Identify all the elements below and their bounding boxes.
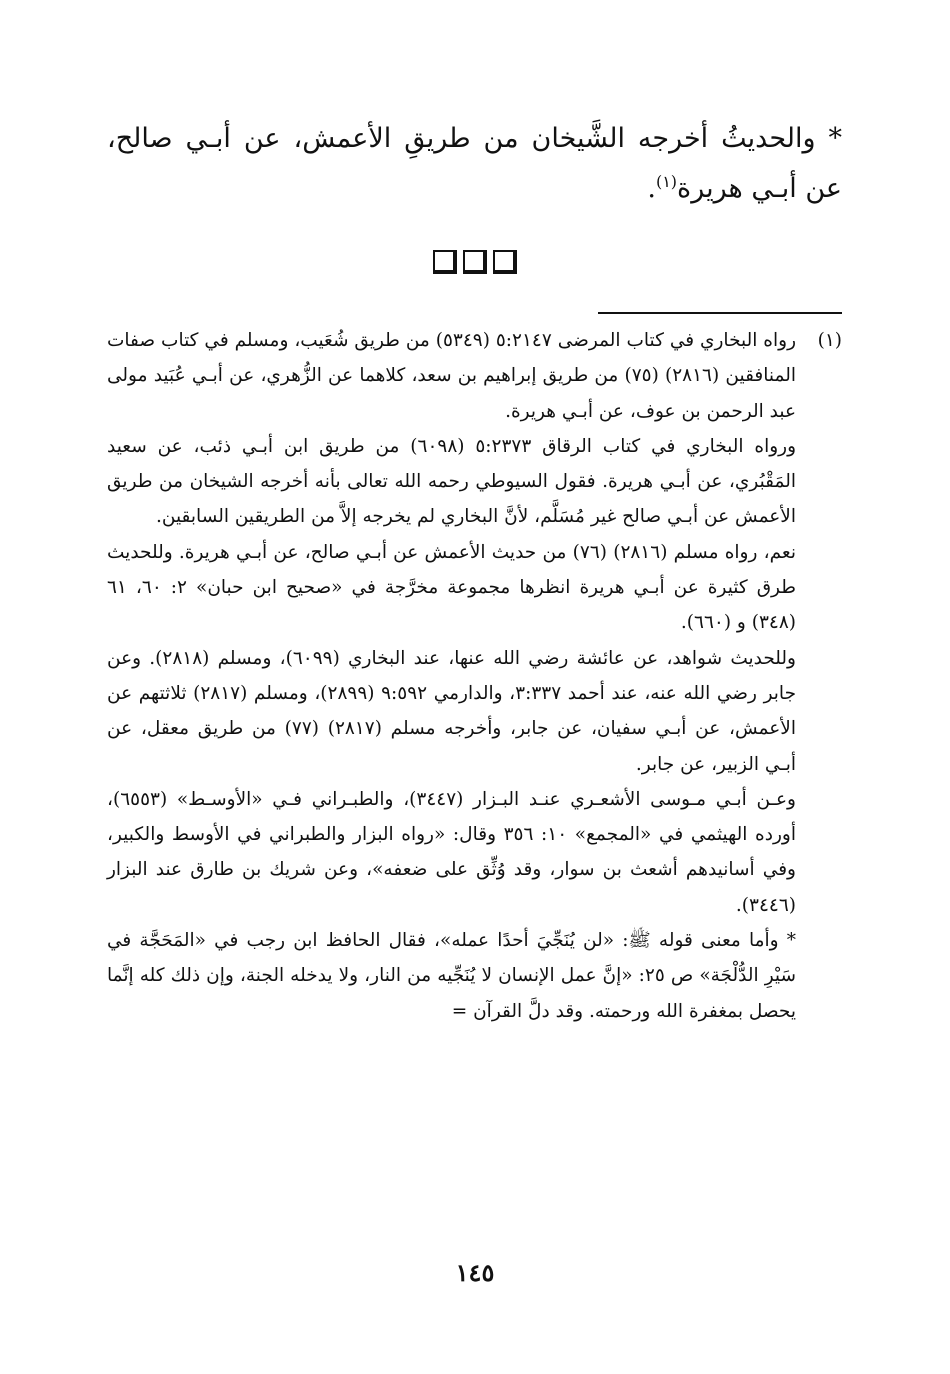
footnote-item (107, 323, 842, 1029)
main-paragraph (107, 114, 842, 214)
page-number: ١٤٥ (455, 1258, 495, 1287)
footnote-paragraph: نعم، رواه مسلم (٢٨١٦) (٧٦) من حديث الأعمش عن أبـي صالح، عن أبـي هريرة. وللحديث طرق كثيرة عن أبـي هريرة انظرها مجموعة مخرَّجة في «صحيح ابن حبان» ٢: ٦٠، ٦١ (٣٤٨) و (٦٦٠). (107, 541, 796, 634)
section-divider-ornament (0, 250, 950, 278)
footnote-separator-rule (598, 312, 842, 314)
footnote-body (107, 323, 796, 1029)
main-text-block (107, 114, 842, 214)
footnote-paragraph: وعـن أبـي مـوسى الأشعـري عنـد البـزار (٣٤٤٧)، والطبـراني فـي «الأوسـط» (٦٥٥٣)، أورده الهيثمي في «المجمع» ١٠: ٣٥٦ وقال: «رواه البزار والطبراني في الأوسط والكبير، وفي أسانيدهم أشعث بن سوار، وقد وُثِّق على ضعفه»، وعن شريك بن طارق عند البزار (٣٤٤٦). (107, 788, 796, 916)
footnote-paragraph: * وأما معنى قوله ﷺ: «لن يُنَجِّيَ أحدًا عمله»، فقال الحافظ ابن رجب في «المَحَجَّة في سَيْرِ الدُّلْجَة» ص ٢٥: «إنَّ عمل الإنسان لا يُنَجِّيه من النار، ولا يدخله الجنة، وإن ذلك كله إنَّما يحصل بمغفرة الله ورحمته. وقد دلَّ القرآن = (107, 930, 796, 1022)
square-box-icon (433, 250, 457, 274)
square-box-icon (493, 250, 517, 274)
main-paragraph-text: * والحديثُ أخرجه الشَّيخان من طريقِ الأعمش، عن أبـي صالح، عن أبـي هريرة (107, 123, 842, 204)
footnote-paragraph: ورواه البخاري في كتاب الرقاق ٥:٢٣٧٣ (٦٠٩٨) من طريق ابن أبـي ذئب، عن سعيد المَقْبُري، عن أبـي هريرة. فقول السيوطي رحمه الله تعالى بأنه أخرجه الشيخان من طريق الأعمش عن أبـي صالح غير مُسَلَّم، لأنَّ البخاري لم يخرجه إلاَّ من الطريقين السابقين. (107, 435, 797, 528)
square-box-icon (463, 250, 487, 274)
footnotes-section (107, 323, 842, 1029)
footnote-paragraph: رواه البخاري في كتاب المرضى ٥:٢١٤٧ (٥٣٤٩) من طريق شُعَيب، ومسلم في كتاب صفات المنافقين (٢٨١٦) (٧٥) من طريق إبراهيم بن سعد، كلاهما عن الزُّهري، عن أبـي عُبَيد مولى عبد الرحمن بن عوف، عن أبـي هريرة. (107, 330, 796, 422)
main-paragraph-ending: . (647, 173, 656, 204)
footnote-reference-marker: (١) (655, 172, 678, 191)
footnote-number: (١) (817, 330, 842, 351)
footnote-paragraph: وللحديث شواهد، عن عائشة رضي الله عنها، عند البخاري (٦٠٩٩)، ومسلم (٢٨١٨). وعن جابر رضي الله عنه، عند أحمد ٣:٣٣٧، والدارمي ٩:٥٩٢ (٢٨٩٩)، ومسلم (٢٨١٧) ثلاثتهم عن الأعمش، عن أبـي سفيان، عن جابر، وأخرجه مسلم (٢٨١٧) (٧٧) من طريق معقل، عن أبـي الزبير، عن جابر. (107, 647, 797, 775)
